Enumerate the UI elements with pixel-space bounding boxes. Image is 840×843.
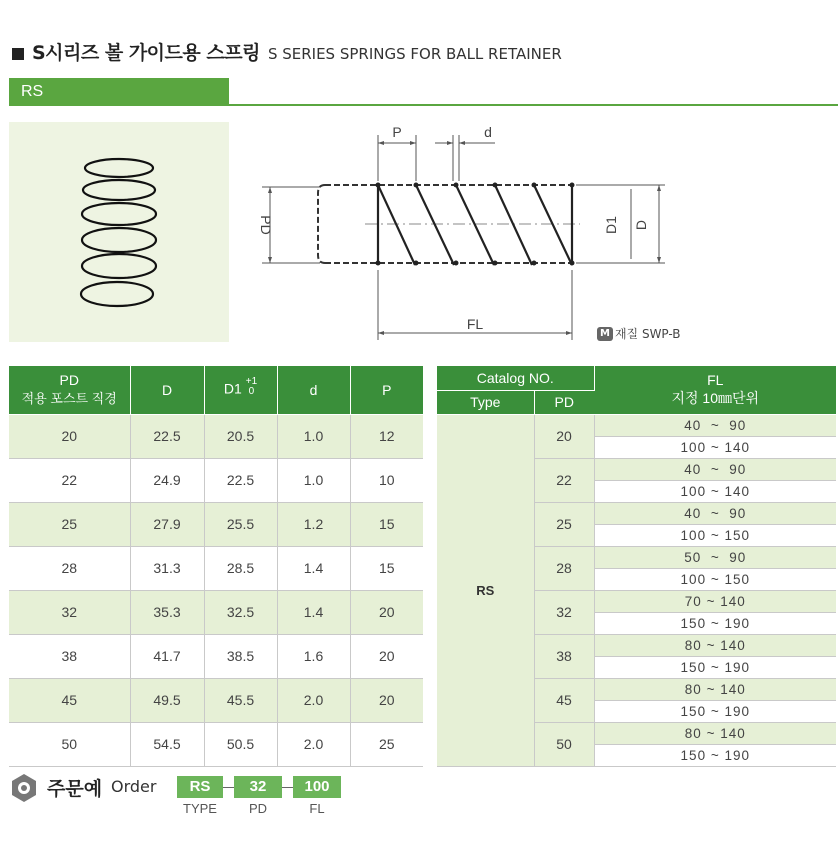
spring-photo [9,122,229,342]
fl-range-cell: 100 ~ 140 [594,436,836,458]
table-cell-p: 10 [350,458,423,502]
table-cell-pd: 32 [9,590,130,634]
material-note [597,325,681,342]
order-dash [223,787,234,788]
table-cell-d1: 20.5 [204,414,277,458]
table-cell-pd: 50 [9,722,130,766]
table-cell-pd: 20 [9,414,130,458]
table-cell-p: 15 [350,502,423,546]
catalog-pd-cell: 28 [534,546,594,590]
fl-range-cell: 40 ~ 90 [594,502,836,524]
table-cell-p: 25 [350,722,423,766]
tolerance [246,377,257,397]
fl-range-cell: 150 ~ 190 [594,744,836,766]
table-row [9,722,423,766]
tolerance-minus: 0 [248,385,255,397]
table-row [9,546,423,590]
order-title-korean: 주문예 [47,778,103,800]
spec-table [9,366,423,767]
table-cell-d: 1.4 [277,546,350,590]
order-caption-type: TYPE [183,801,217,816]
table-cell-p: 12 [350,414,423,458]
section-label: RS [9,78,229,106]
fl-range-cell: 150 ~ 190 [594,700,836,722]
nut-icon [9,773,39,803]
order-example [9,771,409,817]
catalog-pd-cell: 45 [534,678,594,722]
fl-range-cell: 100 ~ 150 [594,568,836,590]
table-cell-D: 54.5 [130,722,204,766]
dim-label-pd: PD [258,215,274,235]
table-cell-d: 1.2 [277,502,350,546]
order-caption-fl: FL [309,801,325,816]
table-row [9,634,423,678]
dim-label-d-wire: d [484,124,492,140]
table-row [437,414,836,436]
material-text: 재질 SWP-B [614,327,681,341]
table-cell-d1: 45.5 [204,678,277,722]
table-cell-D: 35.3 [130,590,204,634]
table-row [9,458,423,502]
section-divider [229,104,838,106]
catalog-pd-cell: 20 [534,414,594,458]
title-english: S SERIES SPRINGS FOR BALL RETAINER [267,45,562,63]
fl-range-cell: 100 ~ 150 [594,524,836,546]
col-header-pd [9,366,130,414]
table-cell-D: 41.7 [130,634,204,678]
table-cell-d: 2.0 [277,722,350,766]
order-dash [282,787,293,788]
fl-range-cell: 40 ~ 90 [594,414,836,436]
col-header-pd-line1: PD [59,372,79,389]
table-cell-d: 1.4 [277,590,350,634]
table-cell-d: 1.6 [277,634,350,678]
order-caption-pd: PD [248,801,268,816]
catalog-pd-cell: 50 [534,722,594,766]
table-cell-d: 1.0 [277,458,350,502]
catalog-pd-cell: 32 [534,590,594,634]
spring-dimension-diagram [240,115,838,355]
table-row [9,590,423,634]
col-header-wire-d: d [277,366,350,414]
order-box-fl: 100 [293,776,341,798]
col-header-fl-line1: FL [707,371,724,388]
table-cell-D: 49.5 [130,678,204,722]
table-cell-d1: 25.5 [204,502,277,546]
fl-range-cell: 70 ~ 140 [594,590,836,612]
table-cell-p: 20 [350,634,423,678]
fl-range-cell: 40 ~ 90 [594,458,836,480]
table-cell-d1: 22.5 [204,458,277,502]
table-row [9,678,423,722]
catalog-pd-cell: 38 [534,634,594,678]
table-cell-p: 20 [350,678,423,722]
col-header-d1-label: D1 [223,380,242,397]
fl-range-cell: 150 ~ 190 [594,612,836,634]
fl-range-cell: 100 ~ 140 [594,480,836,502]
dim-label-fl: FL [466,316,484,332]
table-cell-D: 24.9 [130,458,204,502]
material-badge: M [597,327,613,341]
order-box-type: RS [177,776,223,798]
col-header-catalog-no: Catalog NO. [437,366,594,390]
col-header-type: Type [437,390,534,414]
order-title-english: Order [111,777,157,796]
dim-label-outer-d: D [633,219,649,231]
table-cell-d1: 28.5 [204,546,277,590]
fl-range-cell: 50 ~ 90 [594,546,836,568]
fl-range-cell: 150 ~ 190 [594,656,836,678]
col-header-catalog-pd: PD [534,390,594,414]
table-cell-pd: 38 [9,634,130,678]
dim-label-p: P [392,124,402,140]
fl-range-cell: 80 ~ 140 [594,678,836,700]
table-cell-pd: 28 [9,546,130,590]
col-header-outer-d: D [130,366,204,414]
table-cell-p: 15 [350,546,423,590]
table-cell-d: 2.0 [277,678,350,722]
square-bullet-icon [12,48,24,60]
catalog-pd-cell: 25 [534,502,594,546]
table-cell-pd: 22 [9,458,130,502]
col-header-pd-line2: 적용 포스트 직경 [21,391,117,407]
type-cell: RS [437,414,534,766]
catalog-table [437,366,836,767]
col-header-d1 [204,366,277,414]
page-title [12,38,562,64]
col-header-fl-line2: 지정 10㎜단위 [671,389,760,406]
table-cell-D: 22.5 [130,414,204,458]
col-header-fl [594,366,836,414]
fl-range-cell: 80 ~ 140 [594,722,836,744]
tolerance-plus: +1 [245,375,258,387]
table-row [9,502,423,546]
table-cell-d: 1.0 [277,414,350,458]
col-header-p: P [350,366,423,414]
dim-label-d1: D1 [603,216,619,234]
table-cell-d1: 38.5 [204,634,277,678]
table-cell-pd: 45 [9,678,130,722]
table-row [9,414,423,458]
table-cell-pd: 25 [9,502,130,546]
table-cell-D: 27.9 [130,502,204,546]
catalog-pd-cell: 22 [534,458,594,502]
table-cell-d1: 32.5 [204,590,277,634]
table-cell-D: 31.3 [130,546,204,590]
table-cell-d1: 50.5 [204,722,277,766]
order-box-pd: 32 [234,776,282,798]
spring-illustration-icon [9,122,229,342]
title-korean: S시리즈 볼 가이드용 스프링 [32,42,260,64]
table-cell-p: 20 [350,590,423,634]
fl-range-cell: 80 ~ 140 [594,634,836,656]
